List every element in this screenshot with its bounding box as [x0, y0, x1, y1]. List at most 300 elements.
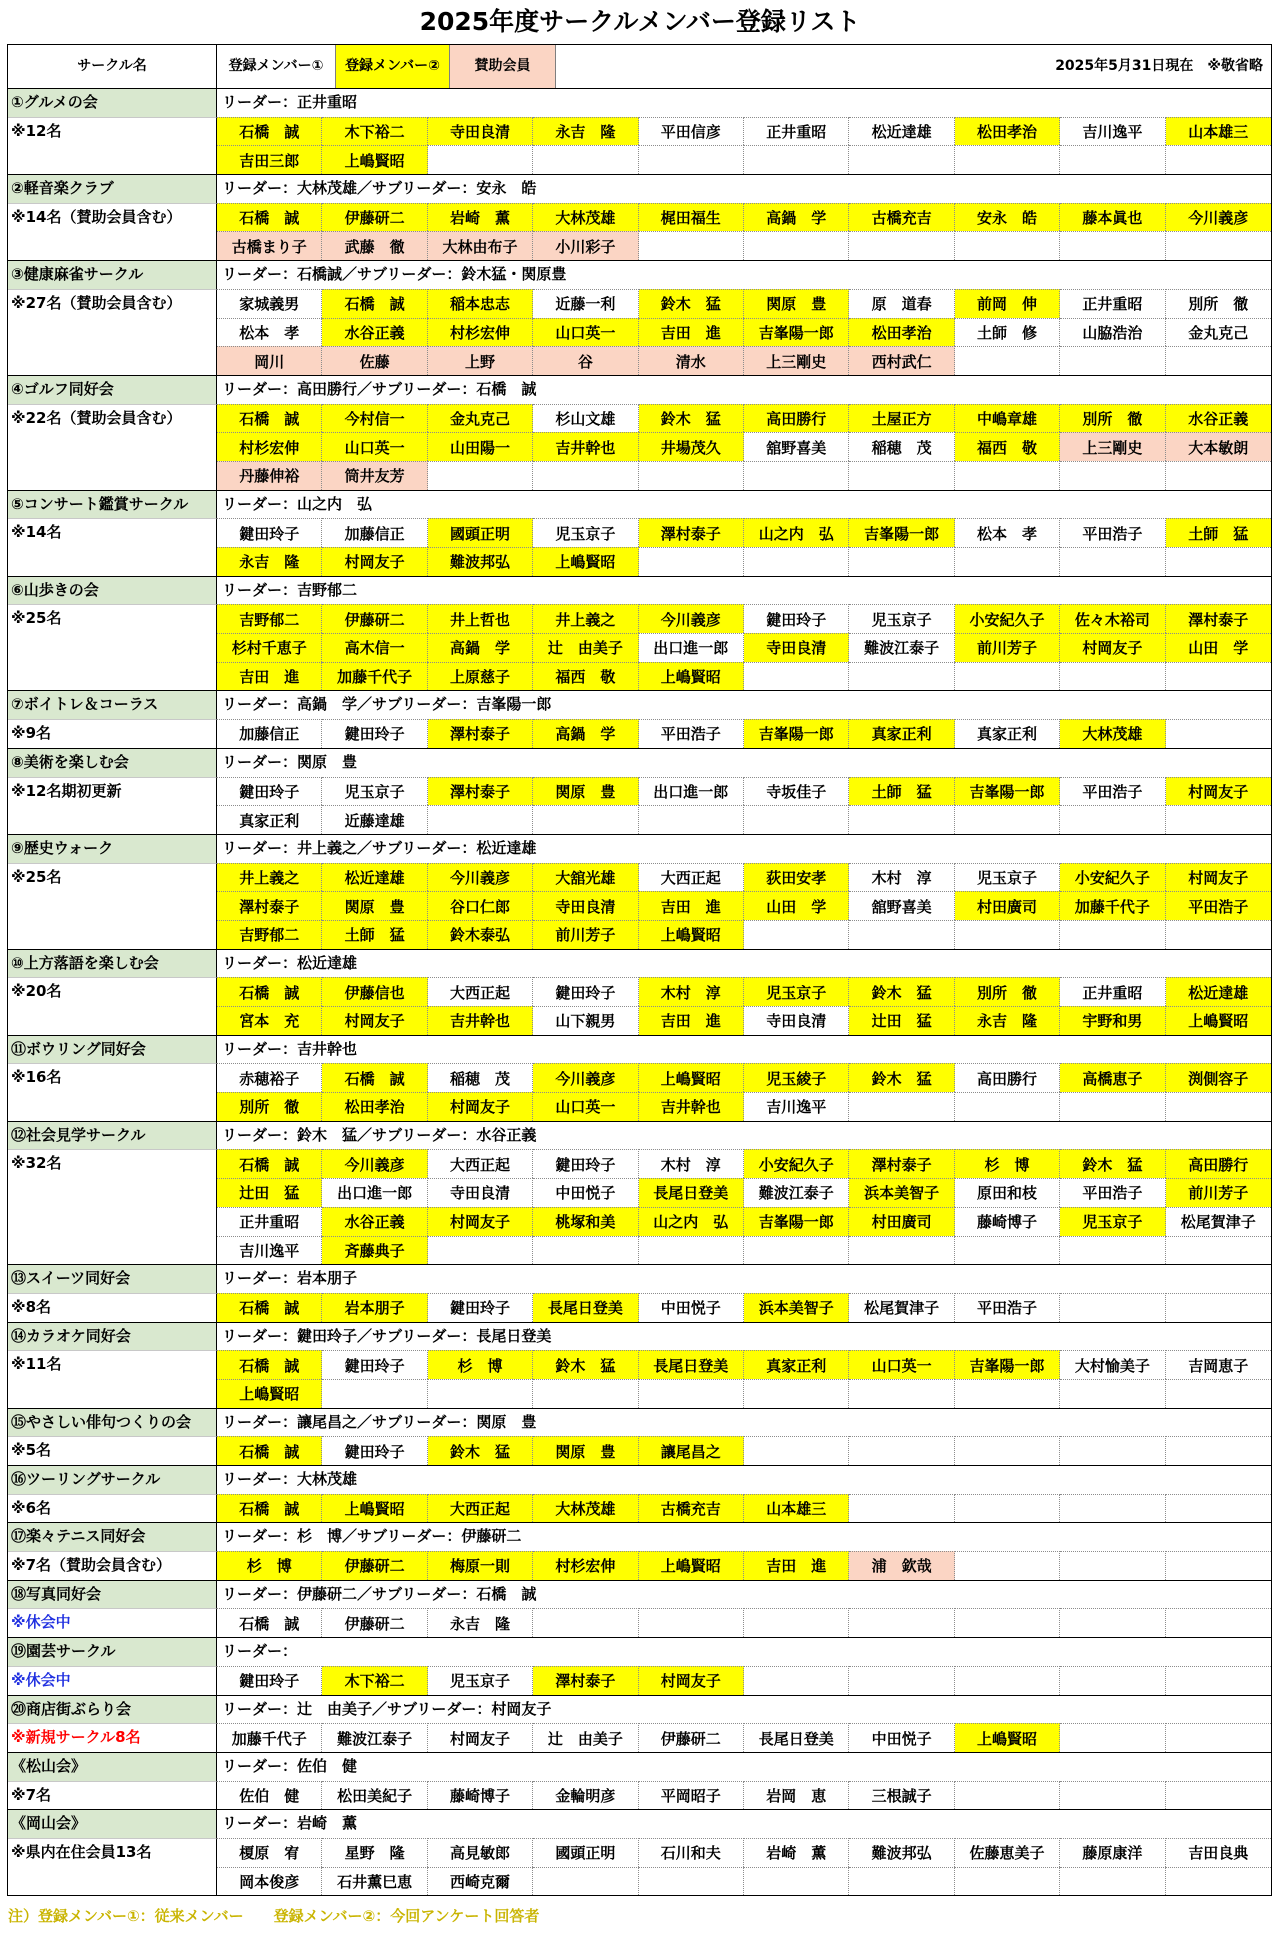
member-cell: 村岡友子	[428, 1207, 533, 1236]
member-cell: 上嶋賢昭	[533, 547, 638, 576]
member-cell: 児玉京子	[849, 604, 954, 633]
circle-block	[8, 949, 1271, 1035]
member-cell: 金丸克己	[428, 404, 533, 433]
empty-cell	[428, 461, 533, 490]
member-cell: 辻田 猛	[217, 1178, 322, 1207]
member-cell: 上嶋賢昭	[322, 145, 427, 174]
empty-cell	[1166, 1723, 1271, 1752]
member-cell: 谷口仁郎	[428, 891, 533, 920]
member-cell: 岩岡 恵	[744, 1781, 849, 1810]
member-cell: 山口英一	[533, 318, 638, 347]
member-cell: 寺田良清	[533, 891, 638, 920]
member-cell: 別所 徹	[217, 1092, 322, 1121]
circle-member-count: ※休会中	[8, 1666, 217, 1695]
member-cell: 伊藤研二	[322, 1608, 427, 1637]
member-cell: 星野 隆	[322, 1838, 427, 1867]
circle-block	[8, 174, 1271, 260]
member-cell: 大林由布子	[428, 231, 533, 260]
member-cell: 石橋 誠	[217, 1608, 322, 1637]
member-cell: 岡本俊彦	[217, 1867, 322, 1896]
member-cell: 吉峯陽一郎	[849, 518, 954, 547]
circle-block	[8, 88, 1271, 174]
member-cell: 稲穂 茂	[849, 432, 954, 461]
circle-block	[8, 1408, 1271, 1465]
empty-cell	[1166, 346, 1271, 375]
empty-cell	[955, 1379, 1060, 1408]
member-cell: 村岡友子	[322, 547, 427, 576]
header-circle-name: サークル名	[8, 45, 217, 88]
circle-name: ⑳商店街ぶらり会	[8, 1695, 217, 1724]
member-cell: 今川義彦	[428, 863, 533, 892]
legend-supporting-member: 賛助会員	[450, 45, 556, 88]
member-cell: 村岡友子	[1166, 777, 1271, 806]
empty-cell	[1060, 805, 1165, 834]
empty-cell	[1166, 231, 1271, 260]
member-cell: 宇野和男	[1060, 1006, 1165, 1035]
member-cell: 出口進一郎	[639, 633, 744, 662]
member-cell: 鈴木 猛	[639, 289, 744, 318]
member-cell: 杉 博	[955, 1149, 1060, 1178]
circle-name: ⑧美術を楽しむ会	[8, 748, 217, 777]
empty-cell	[849, 461, 954, 490]
member-cell: 福西 敬	[955, 432, 1060, 461]
member-cell: 高田勝行	[955, 1063, 1060, 1092]
circle-member-count: ※12名	[8, 117, 217, 174]
empty-cell	[849, 1608, 954, 1637]
member-cell: 伊藤研二	[322, 604, 427, 633]
member-cell: 高橋恵子	[1060, 1063, 1165, 1092]
member-cell: 古橋まり子	[217, 231, 322, 260]
empty-cell	[849, 547, 954, 576]
empty-cell	[428, 1379, 533, 1408]
member-cell: 加藤千代子	[1060, 891, 1165, 920]
empty-cell	[1166, 1551, 1271, 1580]
member-cell: 國頭正明	[428, 518, 533, 547]
empty-cell	[744, 547, 849, 576]
member-cell: 辻田 猛	[849, 1006, 954, 1035]
empty-cell	[744, 1666, 849, 1695]
member-cell: 井場茂久	[639, 432, 744, 461]
member-cell: 村杉宏伸	[217, 432, 322, 461]
empty-cell	[639, 461, 744, 490]
member-cell: 加藤千代子	[217, 1723, 322, 1752]
empty-cell	[744, 1867, 849, 1896]
empty-cell	[955, 1781, 1060, 1810]
member-cell: 前川芳子	[533, 920, 638, 949]
member-cell: 石橋 誠	[217, 1149, 322, 1178]
member-cell: 鈴木 猛	[428, 1436, 533, 1465]
member-cell: 加藤千代子	[322, 662, 427, 691]
empty-cell	[744, 662, 849, 691]
empty-cell	[955, 1236, 1060, 1265]
member-cell: 石橋 誠	[217, 404, 322, 433]
empty-cell	[1166, 547, 1271, 576]
member-cell: 赤穂裕子	[217, 1063, 322, 1092]
member-registration-table	[7, 44, 1272, 1896]
member-cell: 土屋正方	[849, 404, 954, 433]
member-cell: 松近達雄	[322, 863, 427, 892]
member-cell: 関原 豊	[744, 289, 849, 318]
member-cell: 長尾日登美	[639, 1350, 744, 1379]
member-cell: 平田浩子	[1166, 891, 1271, 920]
member-cell: 佐藤恵美子	[955, 1838, 1060, 1867]
empty-cell	[428, 145, 533, 174]
circle-leader: リーダー：石橋誠／サブリーダー：鈴木猛・関原豊	[217, 260, 1271, 289]
empty-cell	[639, 1867, 744, 1896]
member-cell: 土師 修	[955, 318, 1060, 347]
member-cell: 小川彩子	[533, 231, 638, 260]
member-cell: 丹藤伸裕	[217, 461, 322, 490]
circle-name: ⑭カラオケ同好会	[8, 1322, 217, 1351]
member-cell: 平田浩子	[639, 719, 744, 748]
empty-cell	[1060, 547, 1165, 576]
member-cell: 杉山文雄	[533, 404, 638, 433]
empty-cell	[1060, 1293, 1165, 1322]
circle-block	[8, 1695, 1271, 1752]
member-cell: 村岡友子	[428, 1092, 533, 1121]
circle-name: ⑪ボウリング同好会	[8, 1035, 217, 1064]
empty-cell	[533, 145, 638, 174]
circle-name: ②軽音楽クラブ	[8, 174, 217, 203]
member-cell: 吉井幹也	[533, 432, 638, 461]
member-cell: 鍵田玲子	[217, 777, 322, 806]
member-cell: 岩本朋子	[322, 1293, 427, 1322]
empty-cell	[955, 1867, 1060, 1896]
empty-cell	[1166, 920, 1271, 949]
member-cell: 讓尾昌之	[639, 1436, 744, 1465]
member-cell: 児玉綾子	[744, 1063, 849, 1092]
empty-cell	[955, 1608, 1060, 1637]
circle-name: ⑮やさしい俳句つくりの会	[8, 1408, 217, 1437]
member-cell: 上原慈子	[428, 662, 533, 691]
empty-cell	[639, 145, 744, 174]
circle-leader: リーダー：岩崎 薫	[217, 1809, 1271, 1838]
member-cell: 難波邦弘	[849, 1838, 954, 1867]
member-cell: 前川芳子	[955, 633, 1060, 662]
member-cell: 村田廣司	[955, 891, 1060, 920]
circle-leader: リーダー：伊藤研二／サブリーダー：石橋 誠	[217, 1580, 1271, 1609]
empty-cell	[1060, 461, 1165, 490]
member-cell: 正井重昭	[744, 117, 849, 146]
empty-cell	[1060, 231, 1165, 260]
member-cell: 伊藤信也	[322, 977, 427, 1006]
empty-cell	[1166, 1666, 1271, 1695]
empty-cell	[1060, 1608, 1165, 1637]
member-cell: 高鍋 学	[428, 633, 533, 662]
member-cell: 真家正利	[849, 719, 954, 748]
legend-member-1: 登録メンバー①	[217, 45, 336, 88]
member-cell: 村田廣司	[849, 1207, 954, 1236]
member-cell: 別所 徹	[1060, 404, 1165, 433]
empty-cell	[1060, 346, 1165, 375]
member-cell: 三根誠子	[849, 1781, 954, 1810]
member-cell: 辻 由美子	[533, 1723, 638, 1752]
empty-cell	[639, 1608, 744, 1637]
circle-member-count: ※8名	[8, 1293, 217, 1322]
member-cell: 小安紀久子	[1060, 863, 1165, 892]
circle-block	[8, 1322, 1271, 1408]
member-cell: 松本 孝	[955, 518, 1060, 547]
member-cell: 岩崎 薫	[744, 1838, 849, 1867]
member-cell: 鈴木 猛	[849, 1063, 954, 1092]
member-cell: 家城義男	[217, 289, 322, 318]
member-cell: 石橋 誠	[217, 203, 322, 232]
member-cell: 大舘光雄	[533, 863, 638, 892]
member-cell: 吉川逸平	[744, 1092, 849, 1121]
empty-cell	[1060, 1551, 1165, 1580]
member-cell: 永吉 隆	[533, 117, 638, 146]
circle-block	[8, 1809, 1271, 1895]
member-cell: 寺田良清	[744, 1006, 849, 1035]
empty-cell	[1060, 145, 1165, 174]
empty-cell	[849, 1236, 954, 1265]
member-cell: 渕側容子	[1166, 1063, 1271, 1092]
member-cell: 藤本眞也	[1060, 203, 1165, 232]
member-cell: 吉峯陽一郎	[955, 777, 1060, 806]
member-cell: 澤村泰子	[217, 891, 322, 920]
member-cell: 正井重昭	[1060, 977, 1165, 1006]
empty-cell	[639, 1379, 744, 1408]
circle-leader: リーダー：山之内 弘	[217, 490, 1271, 519]
member-cell: 木下裕二	[322, 117, 427, 146]
circle-leader: リーダー：岩本朋子	[217, 1264, 1271, 1293]
member-cell: 松尾賀津子	[1166, 1207, 1271, 1236]
member-cell: 平岡昭子	[639, 1781, 744, 1810]
empty-cell	[955, 1494, 1060, 1523]
circle-name: ①グルメの会	[8, 88, 217, 117]
circle-member-count: ※14名	[8, 518, 217, 575]
empty-cell	[1166, 461, 1271, 490]
member-cell: 浜本美智子	[744, 1293, 849, 1322]
empty-cell	[849, 1379, 954, 1408]
empty-cell	[1060, 1867, 1165, 1896]
member-cell: 鈴木 猛	[639, 404, 744, 433]
member-cell: 藤崎博子	[428, 1781, 533, 1810]
member-cell: 吉峯陽一郎	[744, 1207, 849, 1236]
member-cell: 大西正起	[428, 977, 533, 1006]
member-cell: 筒井友芳	[322, 461, 427, 490]
circle-block	[8, 1121, 1271, 1264]
member-cell: 吉田 進	[639, 1006, 744, 1035]
member-cell: 中田悦子	[849, 1723, 954, 1752]
member-cell: 山本雄三	[1166, 117, 1271, 146]
circle-name: ⑥山歩きの会	[8, 576, 217, 605]
member-cell: 山田陽一	[428, 432, 533, 461]
member-cell: 寺田良清	[428, 1178, 533, 1207]
member-cell: 上三剛史	[1060, 432, 1165, 461]
member-cell: 吉川逸平	[217, 1236, 322, 1265]
circle-member-count: ※7名（賛助会員含む）	[8, 1551, 217, 1580]
circle-leader: リーダー：吉野郁二	[217, 576, 1271, 605]
circle-name: ⑬スイーツ同好会	[8, 1264, 217, 1293]
member-cell: 難波邦弘	[428, 547, 533, 576]
empty-cell	[533, 805, 638, 834]
circle-block	[8, 1035, 1271, 1121]
circle-name: ⑩上方落語を楽しむ会	[8, 949, 217, 978]
member-cell: 山本雄三	[744, 1494, 849, 1523]
member-cell: 中田悦子	[533, 1178, 638, 1207]
circle-block	[8, 1264, 1271, 1321]
member-cell: 木村 淳	[639, 1149, 744, 1178]
member-cell: 鈴木 猛	[1060, 1149, 1165, 1178]
circle-member-count: ※25名	[8, 863, 217, 949]
member-cell: 長尾日登美	[533, 1293, 638, 1322]
member-cell: 大西正起	[428, 1494, 533, 1523]
member-cell: 児玉京子	[322, 777, 427, 806]
member-cell: 大西正起	[639, 863, 744, 892]
circle-leader: リーダー：大林茂雄／サブリーダー：安永 皓	[217, 174, 1271, 203]
member-cell: 真家正利	[744, 1350, 849, 1379]
empty-cell	[849, 145, 954, 174]
as-of-date: 2025年5月31日現在 ※敬省略	[1055, 58, 1263, 74]
circle-block	[8, 490, 1271, 576]
member-cell: 大村愉美子	[1060, 1350, 1165, 1379]
member-cell: 山口英一	[322, 432, 427, 461]
member-cell: 上三剛史	[744, 346, 849, 375]
member-cell: 児玉京子	[533, 518, 638, 547]
member-cell: 澤村泰子	[1166, 604, 1271, 633]
member-cell: 大林茂雄	[1060, 719, 1165, 748]
member-cell: 長尾日登美	[639, 1178, 744, 1207]
member-cell: 難波江泰子	[322, 1723, 427, 1752]
empty-cell	[1166, 145, 1271, 174]
member-cell: 山田 学	[744, 891, 849, 920]
empty-cell	[1060, 1236, 1165, 1265]
empty-cell	[533, 1608, 638, 1637]
member-cell: 正井重昭	[217, 1207, 322, 1236]
member-cell: 吉田 進	[744, 1551, 849, 1580]
empty-cell	[849, 1494, 954, 1523]
member-cell: 永吉 隆	[217, 547, 322, 576]
member-cell: 佐藤	[322, 346, 427, 375]
member-cell: 平田浩子	[955, 1293, 1060, 1322]
empty-cell	[955, 920, 1060, 949]
circle-member-count: ※12名期初更新	[8, 777, 217, 834]
member-cell: 佐々木裕司	[1060, 604, 1165, 633]
circle-leader: リーダー：井上義之／サブリーダー：松近達雄	[217, 834, 1271, 863]
member-cell: 平田浩子	[1060, 1178, 1165, 1207]
circle-leader: リーダー：鍵田玲子／サブリーダー：長尾日登美	[217, 1322, 1271, 1351]
empty-cell	[1060, 1494, 1165, 1523]
circle-name: ⑲園芸サークル	[8, 1637, 217, 1666]
member-cell: 石橋 誠	[217, 1494, 322, 1523]
member-cell: 鍵田玲子	[322, 1350, 427, 1379]
circle-member-count: ※22名（賛助会員含む）	[8, 404, 217, 490]
member-cell: 平田浩子	[1060, 518, 1165, 547]
empty-cell	[639, 805, 744, 834]
member-cell: 澤村泰子	[639, 518, 744, 547]
member-cell: 吉田良典	[1166, 1838, 1271, 1867]
member-cell: 児玉京子	[428, 1666, 533, 1695]
member-cell: 松近達雄	[1166, 977, 1271, 1006]
member-cell: 前岡 伸	[955, 289, 1060, 318]
member-cell: 國頭正明	[533, 1838, 638, 1867]
circle-member-count: ※6名	[8, 1494, 217, 1523]
empty-cell	[1166, 1436, 1271, 1465]
member-cell: 松尾賀津子	[849, 1293, 954, 1322]
member-cell: 加藤信正	[217, 719, 322, 748]
member-cell: 澤村泰子	[533, 1666, 638, 1695]
empty-cell	[1166, 1236, 1271, 1265]
empty-cell	[1166, 1781, 1271, 1810]
member-cell: 吉井幹也	[428, 1006, 533, 1035]
empty-cell	[744, 1236, 849, 1265]
circle-name: ⑰楽々テニス同好会	[8, 1522, 217, 1551]
member-cell: 伊藤研二	[322, 203, 427, 232]
empty-cell	[849, 1867, 954, 1896]
member-cell: 上嶋賢昭	[639, 920, 744, 949]
member-cell: 杉 博	[217, 1551, 322, 1580]
circle-member-count: ※14名（賛助会員含む）	[8, 203, 217, 260]
empty-cell	[1060, 920, 1165, 949]
circle-member-count: ※11名	[8, 1350, 217, 1407]
legend-member-2: 登録メンバー②	[336, 45, 450, 88]
member-cell: 山口英一	[849, 1350, 954, 1379]
member-cell: 山之内 弘	[639, 1207, 744, 1236]
member-cell: 佐伯 健	[217, 1781, 322, 1810]
member-cell: 加藤信正	[322, 518, 427, 547]
circle-block	[8, 576, 1271, 691]
member-cell: 高田勝行	[1166, 1149, 1271, 1178]
member-cell: 松近達雄	[849, 117, 954, 146]
member-cell: 浦 欽哉	[849, 1551, 954, 1580]
empty-cell	[849, 1436, 954, 1465]
member-cell: 難波江泰子	[744, 1178, 849, 1207]
member-cell: 上嶋賢昭	[639, 1063, 744, 1092]
member-cell: 石橋 誠	[217, 1293, 322, 1322]
member-cell: 石橋 誠	[322, 289, 427, 318]
empty-cell	[744, 145, 849, 174]
circle-block	[8, 748, 1271, 834]
member-cell: 古橋充吉	[849, 203, 954, 232]
member-cell: 桃塚和美	[533, 1207, 638, 1236]
member-cell: 松本 孝	[217, 318, 322, 347]
member-cell: 吉井幹也	[639, 1092, 744, 1121]
member-cell: 鈴木 猛	[849, 977, 954, 1006]
member-cell: 宮本 充	[217, 1006, 322, 1035]
member-cell: 児玉京子	[1060, 1207, 1165, 1236]
circle-member-count: ※32名	[8, 1149, 217, 1264]
member-cell: 真家正利	[955, 719, 1060, 748]
member-cell: 大林茂雄	[533, 203, 638, 232]
member-cell: 金輪明彦	[533, 1781, 638, 1810]
member-cell: 鈴木泰弘	[428, 920, 533, 949]
member-cell: 榎原 宥	[217, 1838, 322, 1867]
circle-member-count: ※9名	[8, 719, 217, 748]
empty-cell	[744, 1608, 849, 1637]
empty-cell	[1166, 719, 1271, 748]
member-cell: 西崎克爾	[428, 1867, 533, 1896]
empty-cell	[955, 1436, 1060, 1465]
empty-cell	[849, 805, 954, 834]
circle-block	[8, 1580, 1271, 1637]
member-cell: 原 道春	[849, 289, 954, 318]
member-cell: 前川芳子	[1166, 1178, 1271, 1207]
member-cell: 鍵田玲子	[217, 1666, 322, 1695]
member-cell: 古橋充吉	[639, 1494, 744, 1523]
member-cell: 吉田 進	[639, 318, 744, 347]
empty-cell	[955, 1092, 1060, 1121]
member-cell: 出口進一郎	[639, 777, 744, 806]
member-cell: 鍵田玲子	[428, 1293, 533, 1322]
member-cell: 永吉 隆	[428, 1608, 533, 1637]
member-cell: 大本敏朗	[1166, 432, 1271, 461]
member-cell: 土師 猛	[849, 777, 954, 806]
empty-cell	[1166, 1608, 1271, 1637]
empty-cell	[1166, 1293, 1271, 1322]
circle-leader: リーダー：正井重昭	[217, 88, 1271, 117]
member-cell: 鍵田玲子	[217, 518, 322, 547]
